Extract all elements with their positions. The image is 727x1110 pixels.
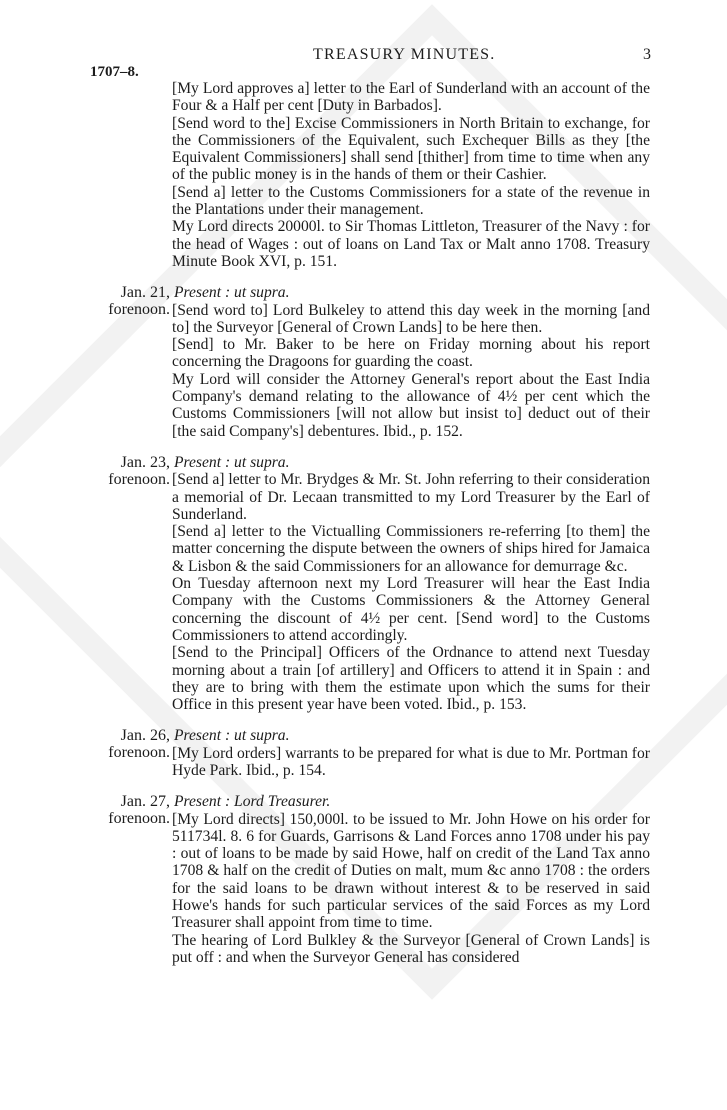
entry-date xyxy=(80,793,170,827)
entry-text xyxy=(172,80,650,270)
year-label: 1707–8. xyxy=(90,64,139,80)
entry-text xyxy=(172,727,650,779)
entry-jan-26 xyxy=(0,727,727,779)
entry-date xyxy=(80,454,170,488)
paragraph: [Send word to] Lord Bulkeley to attend this day week in the morning [and to] the Surveyor [General of Crown Lands] to be here then. xyxy=(172,301,650,336)
present-line: Present : ut supra. xyxy=(174,284,290,302)
page-body xyxy=(0,80,727,980)
page-number: 3 xyxy=(643,46,651,63)
entry-jan-27 xyxy=(0,793,727,966)
entry-text xyxy=(172,793,650,966)
entry-1 xyxy=(0,80,727,270)
entry-jan-21 xyxy=(0,284,727,440)
date-line: Jan. 21, xyxy=(120,284,170,302)
entry-jan-23 xyxy=(0,454,727,713)
paragraph: My Lord directs 20000l. to Sir Thomas Littleton, Treasurer of the Navy : for the head of Wages : out of loans on Land Tax or Malt anno 1708. Treasury Minute Book XVI, p. 151. xyxy=(172,218,650,270)
date-line: Jan. 26, xyxy=(120,727,170,745)
paragraph: My Lord will consider the Attorney General's report about the East India Company's demand relating to the allowance of 4½ per cent which the Customs Commissioners [will not allow but insist to] deduct out of their [the said Company's] debentures. Ibid., p. 152. xyxy=(172,370,650,440)
running-title: TREASURY MINUTES. xyxy=(313,46,496,63)
paragraph: [My Lord approves a] letter to the Earl of Sunderland with an account of the Four & a Half per cent [Duty in Barbados]. xyxy=(172,80,650,115)
present-line: Present : ut supra. xyxy=(174,727,290,745)
paragraph: The hearing of Lord Bulkley & the Surveyor [General of Crown Lands] is put off : and when the Surveyor General has considered xyxy=(172,931,650,966)
time-line: forenoon. xyxy=(108,470,170,488)
entry-date xyxy=(80,284,170,318)
date-line: Jan. 23, xyxy=(120,453,170,471)
paragraph: [My Lord directs] 150,000l. to be issued to Mr. John Howe on his order for 511734l. 8. 6 for Guards, Garrisons & Land Forces anno 1708 under his pay : out of loans to be made by said Howe, half on credit of the Land Tax anno 1708 & half on the credit of Duties on malt, mum &c anno 1708 : the orders for the said loans to be drawn without interest & to be reserved in said Howe's hands for such particular services of the said Forces as my Lord Treasurer shall appoint from time to time. xyxy=(172,810,650,932)
entry-date xyxy=(80,727,170,761)
entry-text xyxy=(172,454,650,713)
paragraph: [My Lord orders] warrants to be prepared for what is due to Mr. Portman for Hyde Park. Ibid., p. 154. xyxy=(172,744,650,779)
time-line: forenoon. xyxy=(108,810,170,828)
entry-text xyxy=(172,284,650,440)
paragraph: [Send] to Mr. Baker to be here on Friday morning about his report concerning the Dragoons for guarding the coast. xyxy=(172,336,650,371)
paragraph: [Send a] letter to the Victualling Commissioners re-referring [to them] the matter concerning the dispute between the owners of ships hired for Jamaica & Lisbon & the said Commissioners for an allowance for demurrage &c. xyxy=(172,523,650,575)
time-line: forenoon. xyxy=(108,744,170,762)
time-line: forenoon. xyxy=(108,301,170,319)
page-header xyxy=(0,42,727,80)
paragraph: [Send word to the] Excise Commissioners in North Britain to exchange, for the Commissioners of the Equivalent, such Exchequer Bills as they [the Equivalent Commissioners] shall send [thither] from time to time when any of the public money is in the hands of them or their Cashier. xyxy=(172,114,650,184)
date-line: Jan. 27, xyxy=(120,793,170,811)
paragraph: [Send a] letter to the Customs Commissioners for a state of the revenue in the Plantations under their management. xyxy=(172,183,650,219)
paragraph: On Tuesday afternoon next my Lord Treasurer will hear the East India Company with the Customs Commissioners & the Attorney General concerning the discount of 4½ per cent. [Send word] to the Customs Commissioners to attend accordingly. xyxy=(172,575,650,644)
paragraph: [Send to the Principal] Officers of the Ordnance to attend next Tuesday morning about a train [of artillery] and Officers to attend it in Spain : and they are to bring with them the estimate upon which the sums for their Office in this present year have been voted. Ibid., p. 153. xyxy=(172,644,650,714)
present-line: Present : Lord Treasurer. xyxy=(174,793,331,811)
present-line: Present : ut supra. xyxy=(174,453,290,471)
paragraph: [Send a] letter to Mr. Brydges & Mr. St. John referring to their consideration a memorial of Dr. Lecaan transmitted to my Lord Treasurer by the Earl of Sunderland. xyxy=(172,471,650,523)
